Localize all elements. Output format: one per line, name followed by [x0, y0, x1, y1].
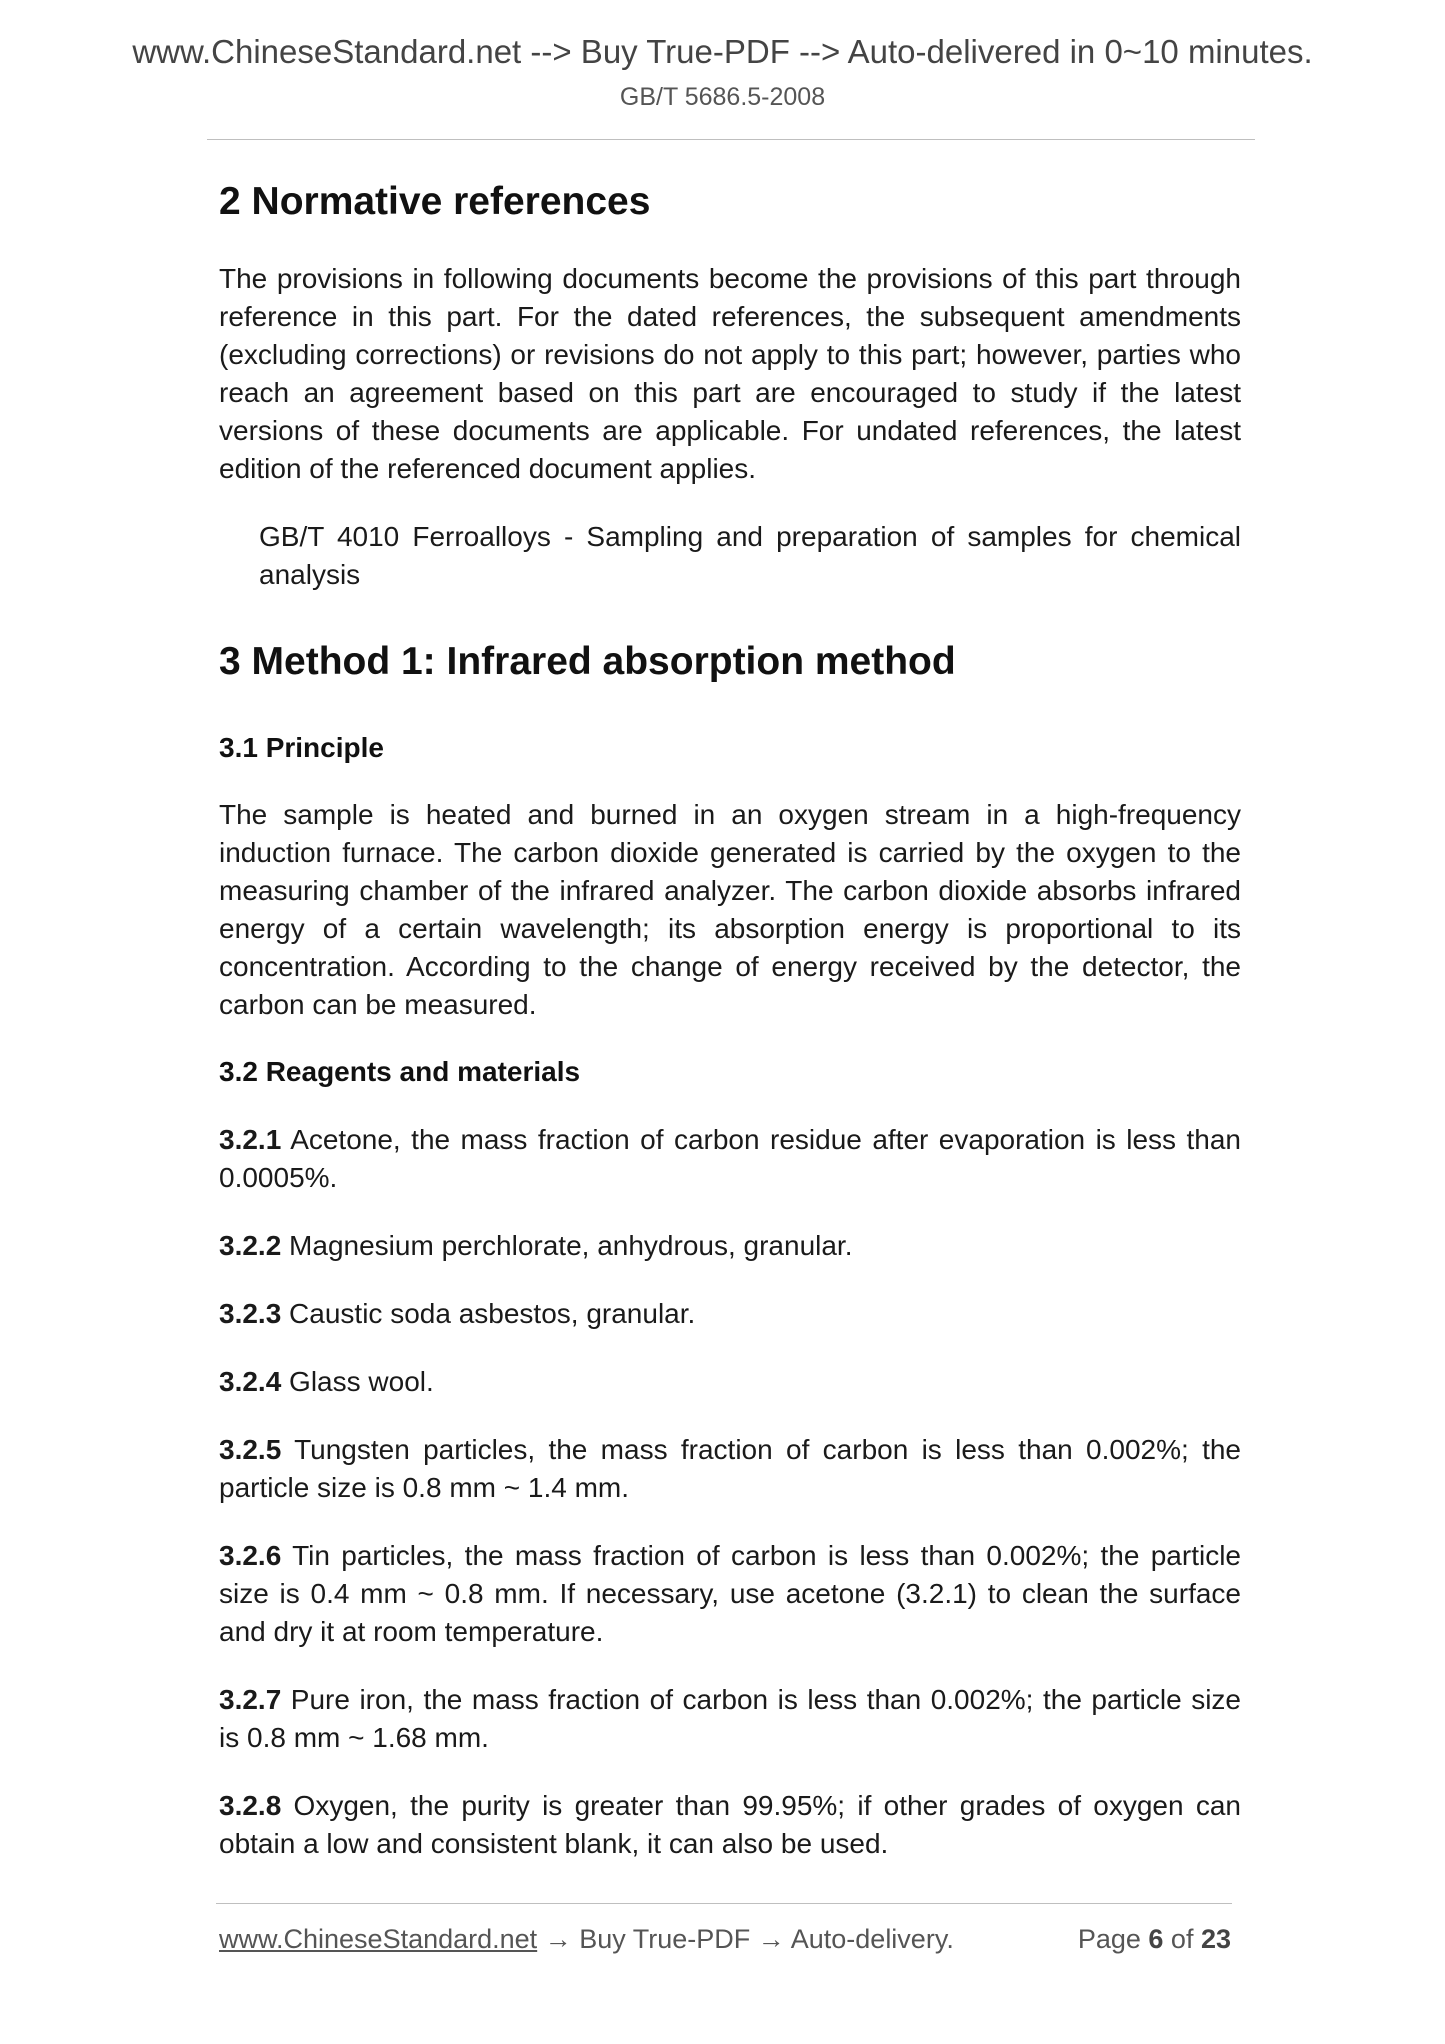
list-item [219, 1681, 1241, 1757]
page-header [0, 32, 1445, 112]
list-item [219, 1537, 1241, 1651]
item-number: 3.2.6 [219, 1540, 282, 1571]
item-number: 3.2.7 [219, 1684, 282, 1715]
subsection-heading-reagents: 3.2 Reagents and materials [219, 1056, 581, 1087]
subsection-heading-principle: 3.1 Principle [219, 732, 384, 763]
footer-promo-text: → Buy True-PDF → Auto-delivery. [537, 1924, 954, 1954]
list-item [219, 1787, 1241, 1863]
principle-paragraph: The sample is heated and burned in an oxygen stream in a high-frequency induction furnace. The carbon dioxide generated is carried by the oxygen to the measuring chamber of the infrared analyzer. The carbon dioxide absorbs infrared energy of a certain wavelength; its absorption energy is proportional to its concentration. According to the change of energy received by the detector, the carbon can be measured. [219, 799, 1241, 1020]
item-number: 3.2.2 [219, 1230, 282, 1261]
item-text: Caustic soda asbestos, granular. [281, 1298, 696, 1329]
item-number: 3.2.1 [219, 1124, 282, 1155]
item-text: Tungsten particles, the mass fraction of carbon is less than 0.002%; the particle size is 0.8 mm ~ 1.4 mm. [219, 1434, 1241, 1503]
list-item [219, 1227, 1241, 1265]
header-divider [207, 139, 1255, 140]
page-total: 23 [1200, 1924, 1231, 1954]
item-number: 3.2.4 [219, 1366, 282, 1397]
document-body [219, 178, 1241, 1863]
list-item [219, 1295, 1241, 1333]
item-text: Oxygen, the purity is greater than 99.95%; if other grades of oxygen can obtain a low and consistent blank, it can also be used. [219, 1790, 1241, 1859]
item-number: 3.2.8 [219, 1790, 282, 1821]
page-footer [219, 1912, 1241, 1962]
footer-site-link[interactable]: www.ChineseStandard.net [219, 1924, 538, 1954]
page-label: Page [1077, 1924, 1149, 1954]
page-current: 6 [1148, 1924, 1164, 1954]
item-text: Pure iron, the mass fraction of carbon is less than 0.002%; the particle size is 0.8 mm ~ 1.68 mm. [219, 1684, 1241, 1753]
footer-divider [216, 1903, 1232, 1904]
page-number [1078, 1924, 1231, 1955]
item-text: Glass wool. [281, 1366, 434, 1397]
item-text: Acetone, the mass fraction of carbon residue after evaporation is less than 0.0005%. [219, 1124, 1241, 1193]
list-item [219, 1363, 1241, 1401]
standard-code: GB/T 5686.5-2008 [619, 83, 826, 111]
list-item [219, 1431, 1241, 1507]
item-text: Magnesium perchlorate, anhydrous, granular. [281, 1230, 853, 1261]
reference-gbt-4010: GB/T 4010 Ferroalloys - Sampling and preparation of samples for chemical analysis [259, 521, 1241, 590]
header-banner: www.ChineseStandard.net --> Buy True-PDF --> Auto-delivered in 0~10 minutes. [132, 33, 1313, 70]
section-heading-normative-references: 2 Normative references [219, 180, 651, 223]
item-text: Tin particles, the mass fraction of carbon is less than 0.002%; the particle size is 0.4 mm ~ 0.8 mm. If necessary, use acetone (3.2.1) to clean the surface and dry it at room temperature. [219, 1540, 1241, 1647]
list-item [219, 1121, 1241, 1197]
page-of: of [1163, 1924, 1201, 1954]
footer-promo [219, 1924, 954, 1955]
item-number: 3.2.5 [219, 1434, 282, 1465]
normative-references-paragraph: The provisions in following documents become the provisions of this part through reference in this part. For the dated references, the subsequent amendments (excluding corrections) or revisions do not apply to this part; however, parties who reach an agreement based on this part are encouraged to study if the latest versions of these documents are applicable. For undated references, the latest edition of the referenced document applies. [219, 263, 1241, 484]
section-heading-method-1: 3 Method 1: Infrared absorption method [219, 640, 956, 683]
item-number: 3.2.3 [219, 1298, 282, 1329]
